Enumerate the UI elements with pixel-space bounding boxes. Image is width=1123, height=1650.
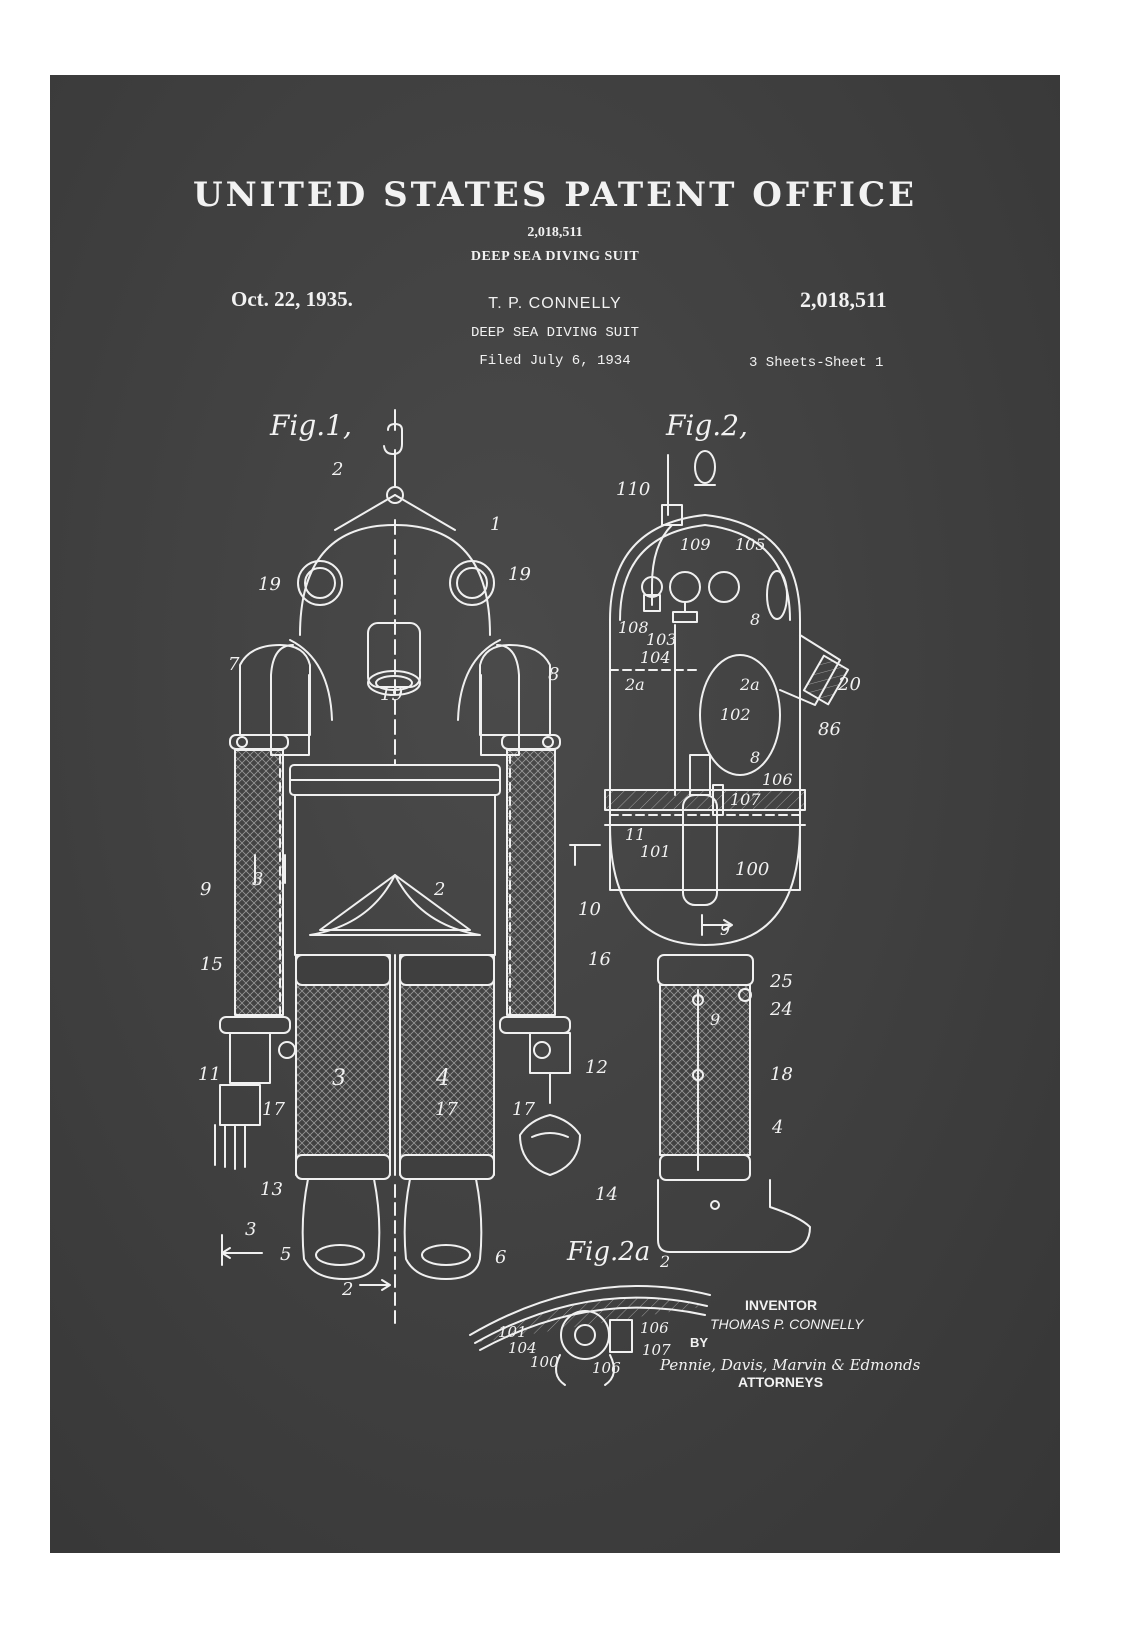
fig2a-caption: Fig.2a bbox=[567, 1237, 651, 1267]
ref-label: 106 bbox=[592, 1359, 621, 1377]
patent-number-right: 2,018,511 bbox=[800, 287, 887, 312]
patent-title-mono: DEEP SEA DIVING SUIT bbox=[470, 325, 640, 341]
ref-label: 101 bbox=[640, 842, 671, 861]
fig2-section-view bbox=[570, 451, 848, 1252]
ref-label: 104 bbox=[508, 1339, 537, 1357]
ref-label: 3 bbox=[245, 1219, 257, 1240]
ref-label: 19 bbox=[380, 684, 403, 705]
filed-date: Filed July 6, 1934 bbox=[479, 353, 631, 369]
ref-label: 107 bbox=[642, 1341, 671, 1359]
fig1-caption: Fig.1, bbox=[270, 409, 352, 442]
ref-label: 14 bbox=[595, 1184, 618, 1205]
ref-label: 10 bbox=[578, 899, 601, 920]
patent-drawing bbox=[50, 75, 1060, 1553]
ref-label: 15 bbox=[200, 954, 223, 975]
ref-label: 9 bbox=[200, 879, 212, 900]
ref-label: 9 bbox=[710, 1010, 721, 1029]
ref-label: 8 bbox=[548, 664, 560, 685]
ref-label: 7 bbox=[228, 654, 240, 675]
ref-label: 100 bbox=[530, 1353, 559, 1371]
ref-label: 4 bbox=[772, 1117, 784, 1138]
fig2-caption: Fig.2, bbox=[666, 409, 748, 442]
ref-label: 3 bbox=[252, 869, 264, 890]
by-label: BY bbox=[690, 1335, 709, 1350]
ref-label: 110 bbox=[616, 479, 651, 500]
ref-label: 106 bbox=[640, 1319, 669, 1337]
ref-label: 11 bbox=[625, 825, 646, 844]
ref-label: 108 bbox=[618, 618, 649, 637]
ref-label: 101 bbox=[498, 1323, 527, 1341]
inventor-full-name: THOMAS P. CONNELLY bbox=[710, 1316, 864, 1332]
ref-label: 103 bbox=[646, 630, 677, 649]
blueprint-board bbox=[50, 75, 1060, 1553]
ref-label: 25 bbox=[770, 971, 793, 992]
ref-label: 17 bbox=[435, 1099, 458, 1120]
ref-label: 17 bbox=[262, 1099, 285, 1120]
ref-label: 2a bbox=[740, 675, 760, 694]
patent-title-top: DEEP SEA DIVING SUIT bbox=[470, 249, 640, 264]
ref-label: 1 bbox=[490, 514, 502, 535]
signature-block bbox=[659, 1297, 921, 1390]
ref-label: 16 bbox=[588, 949, 611, 970]
ref-label: 2 bbox=[342, 1279, 354, 1300]
ref-label: 19 bbox=[508, 564, 531, 585]
ref-label: 12 bbox=[585, 1057, 608, 1078]
ref-label: 100 bbox=[735, 859, 770, 880]
sheet-count: 3 Sheets-Sheet 1 bbox=[749, 355, 884, 371]
ref-label: 105 bbox=[735, 535, 766, 554]
ref-label: 8 bbox=[750, 748, 761, 767]
inventor-label: INVENTOR bbox=[745, 1297, 818, 1313]
ref-label: 17 bbox=[512, 1099, 535, 1120]
ref-label: 6 bbox=[495, 1247, 507, 1268]
ref-label: 11 bbox=[198, 1064, 221, 1085]
ref-label: 13 bbox=[260, 1179, 283, 1200]
ref-label: 24 bbox=[770, 999, 793, 1020]
inventor-short-name: T. P. CONNELLY bbox=[488, 295, 622, 312]
ref-label: 18 bbox=[770, 1064, 793, 1085]
ref-label: 86 bbox=[818, 719, 841, 740]
ref-label: 19 bbox=[258, 574, 281, 595]
ref-label: 102 bbox=[720, 705, 751, 724]
ref-label: 104 bbox=[640, 648, 671, 667]
ref-label: 2a bbox=[625, 675, 645, 694]
ref-label: 109 bbox=[680, 535, 711, 554]
ref-label: 20 bbox=[838, 674, 861, 695]
attorneys-signature: Pennie, Davis, Marvin & Edmonds bbox=[660, 1356, 921, 1374]
ref-label: 3 bbox=[332, 1066, 346, 1091]
office-title: UNITED STATES PATENT OFFICE bbox=[192, 175, 918, 215]
attorneys-label: ATTORNEYS bbox=[738, 1374, 824, 1390]
ref-label: 9 bbox=[720, 920, 731, 939]
ref-label: 2 bbox=[332, 459, 344, 480]
ref-label: 107 bbox=[730, 790, 761, 809]
ref-label: 5 bbox=[280, 1244, 292, 1265]
ref-label: 106 bbox=[762, 770, 793, 789]
patent-number-top: 2,018,511 bbox=[527, 225, 583, 240]
ref-label: 8 bbox=[750, 610, 761, 629]
ref-label: 2 bbox=[660, 1252, 671, 1271]
ref-label: 2 bbox=[434, 879, 446, 900]
patent-date: Oct. 22, 1935. bbox=[231, 287, 353, 311]
ref-label: 4 bbox=[436, 1066, 450, 1091]
